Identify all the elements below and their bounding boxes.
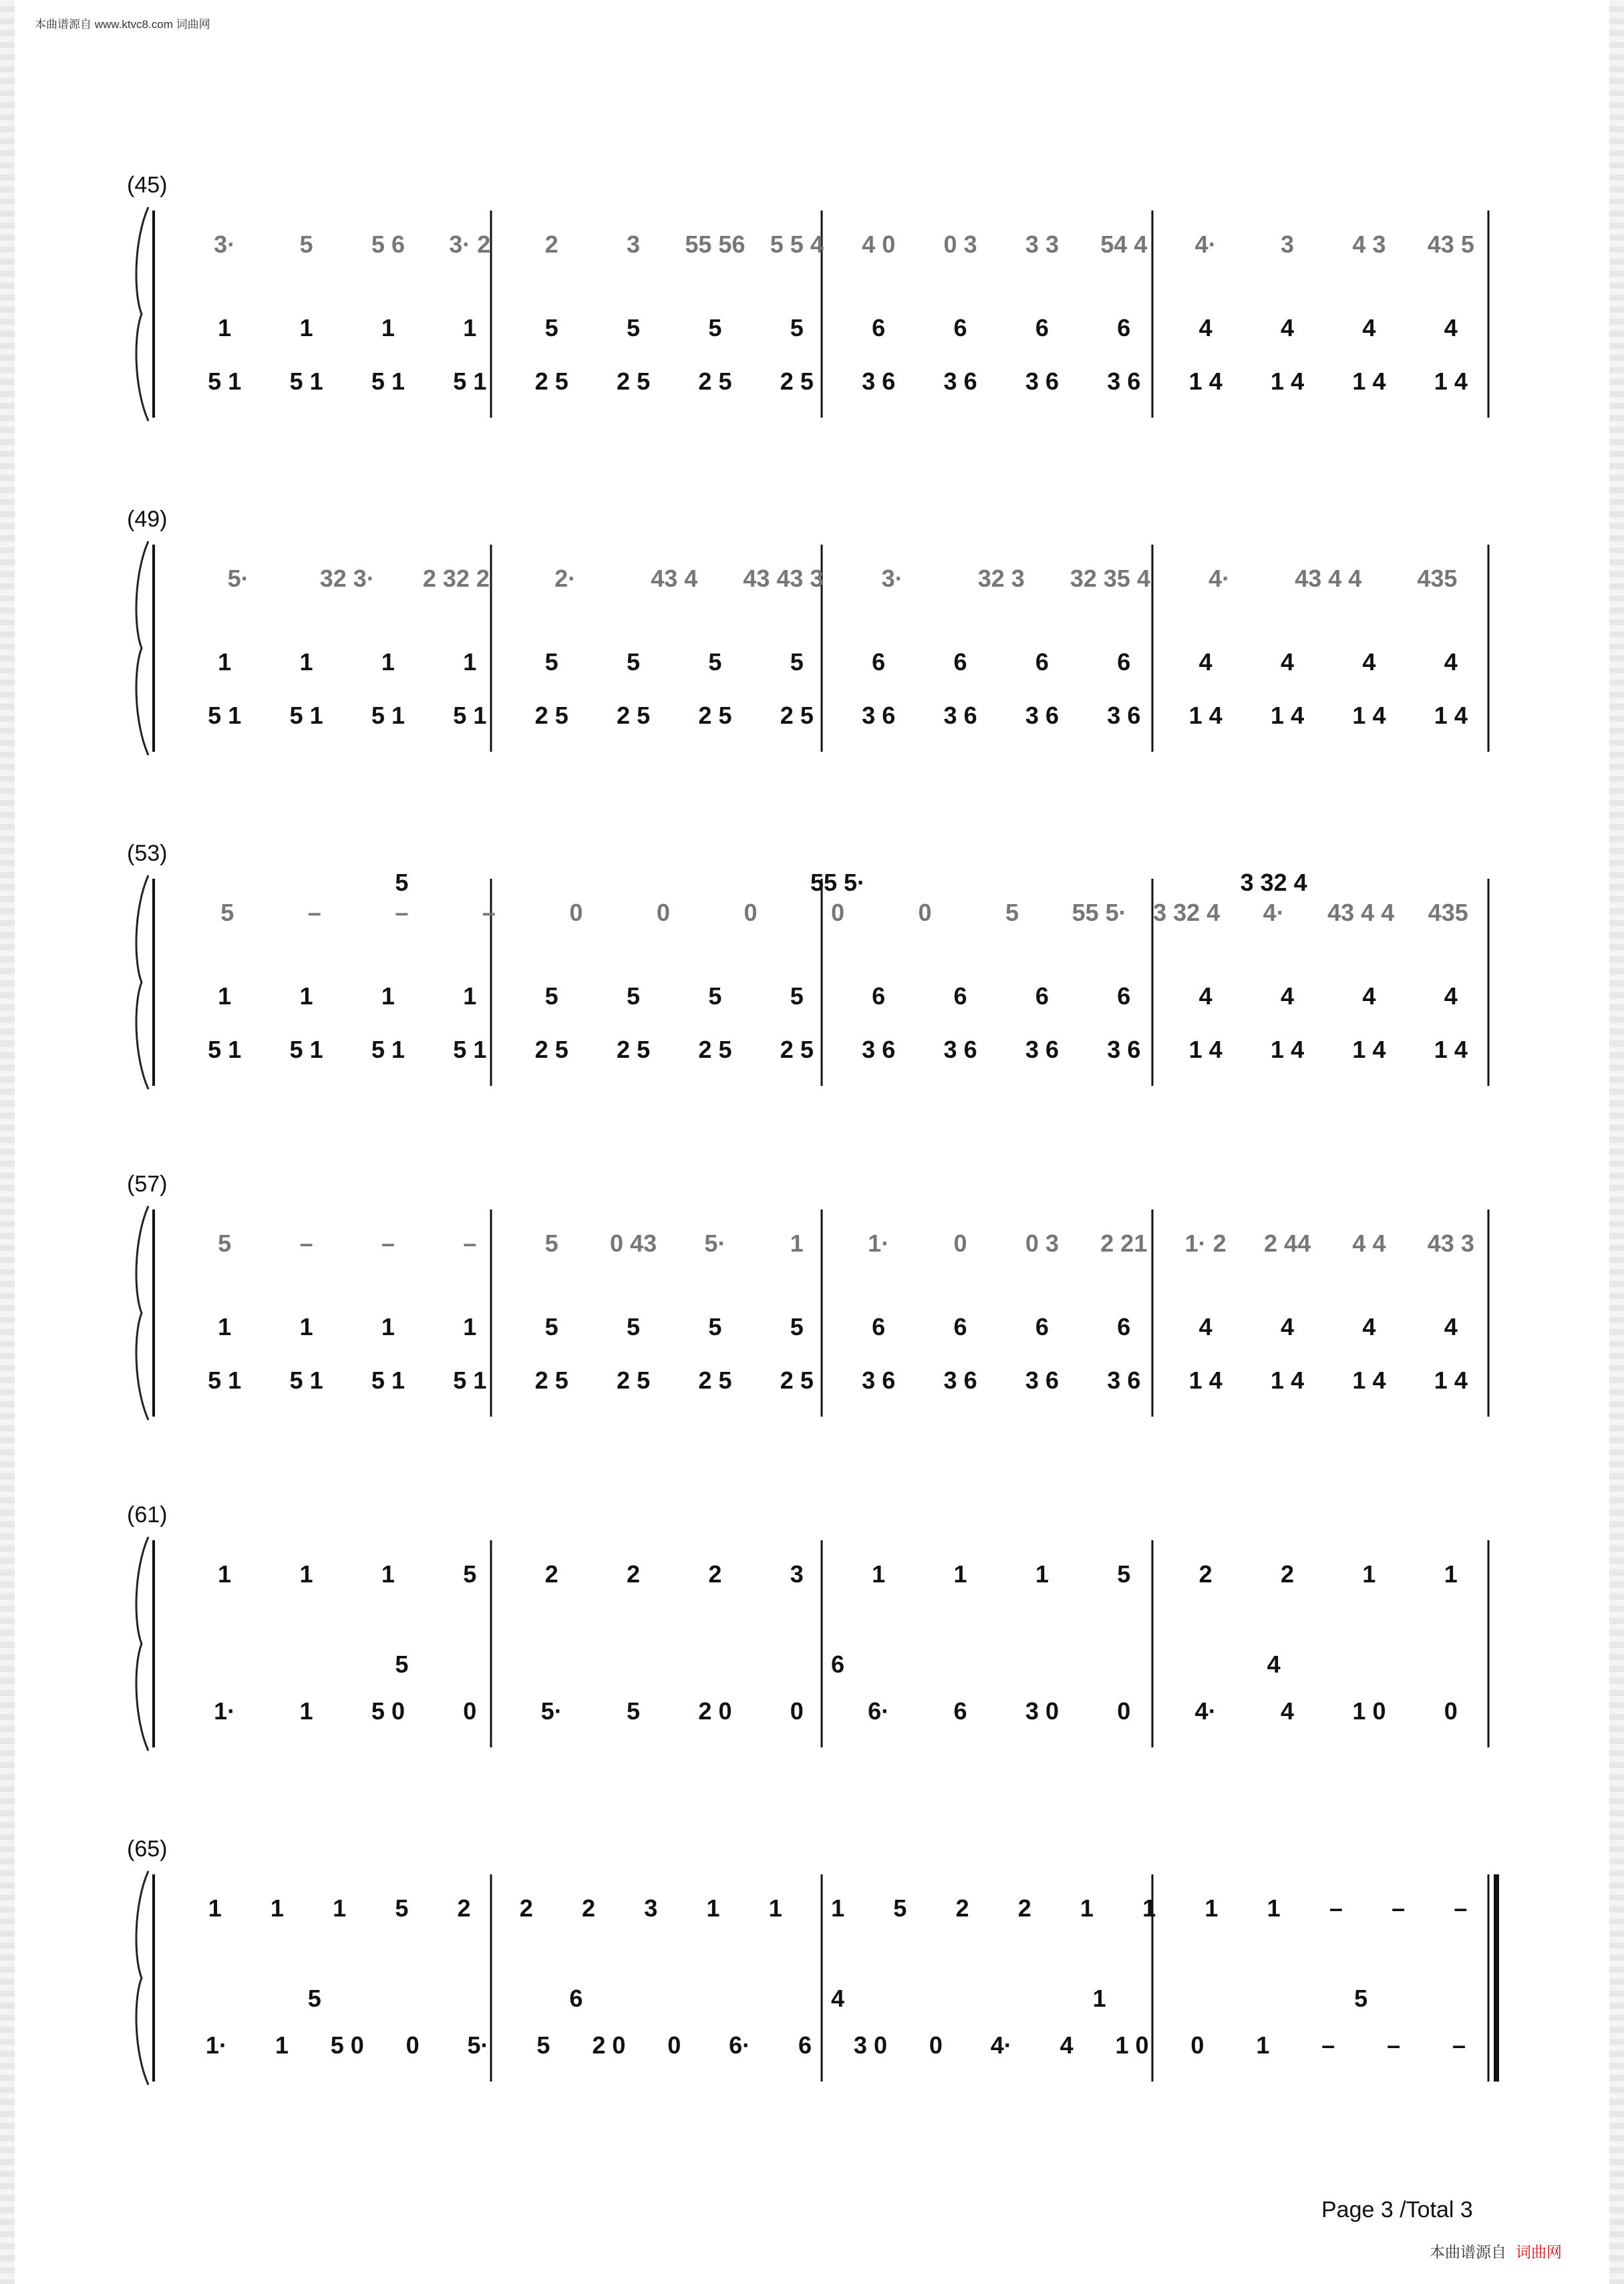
bass-upper-note: 5 [627,648,641,676]
bass-note: 1 4 [1352,1367,1386,1394]
bass-upper-note: 1 [299,982,313,1010]
bass-note: 0 [1117,1697,1131,1725]
bass-note: 5 [536,2031,550,2059]
melody-note: 4 0 [862,231,896,258]
melody-note: – [307,899,321,926]
bass-note: 5 1 [289,368,323,395]
melody-note: 4 4 [1352,1230,1386,1257]
melody-note: 5 [893,1894,907,1922]
bass-upper-note: 1 [218,1313,232,1340]
header-note: 本曲谱源自 www.ktvc8.com 词曲网 [35,18,210,31]
melody-upper-note: 5 [395,869,409,896]
bass-note: 5 1 [371,1367,405,1394]
bass-upper-note: 5 [544,982,558,1010]
bass-upper-note: 5 [708,314,722,341]
bass-note: 1 [299,1697,313,1725]
bass-note: 0 [463,1697,477,1725]
melody-note: 2 [1281,1560,1295,1588]
bass-note: 2 0 [592,2031,626,2059]
bass-note: 6 [953,1697,967,1725]
melody-note: 1 [830,1894,845,1922]
bass-note: 1 4 [1188,368,1223,395]
bass-note: 5 1 [289,702,323,729]
bass-upper-note: 6 [953,648,967,676]
bass-upper-note: 1 [218,982,232,1010]
melody-note: 1 [1267,1894,1281,1922]
bass-note: 1 4 [1271,702,1305,729]
melody-note: 43 5 [1427,231,1474,258]
bass-upper-note: 4 [1362,1313,1376,1340]
melody-note: 55 5· [1072,899,1127,926]
melody-note: 3· 2 [449,231,491,258]
melody-note: 1 [333,1894,347,1922]
melody-note: 5 [395,1894,409,1922]
bass-upper-note: 6 [1117,314,1131,341]
system-brace [136,875,148,1089]
bass-note: 6· [868,1697,890,1725]
melody-note: 5· [704,1230,726,1257]
melody-note: 2 [519,1894,533,1922]
melody-note: 1 [872,1560,886,1588]
melody-note: 1 [1444,1560,1458,1588]
measure-number: (57) [127,1171,168,1197]
bass-upper-note: 1 [299,1313,313,1340]
bass-note: 5 0 [330,2031,364,2059]
melody-note: 3 [644,1894,658,1922]
bass-note: – [1452,2031,1466,2059]
melody-note: 5 [544,1230,558,1257]
bass-note: 5 1 [208,1367,242,1394]
bass-note: 1 4 [1271,1036,1305,1063]
bass-upper-note: 6 [872,1313,886,1340]
bass-upper-note: 6 [1117,1313,1131,1340]
bass-upper-note: 5 [1354,1985,1368,2012]
bass-note: 3 0 [1025,1697,1059,1725]
bass-upper-note: 1 [218,314,232,341]
bass-note: 3 6 [862,1367,896,1394]
melody-note: 2 21 [1100,1230,1148,1257]
bass-upper-note: 5 [627,982,641,1010]
melody-note: 0 3 [1025,1230,1059,1257]
melody-note: – [299,1230,313,1257]
bass-note: 2 5 [780,1367,814,1394]
bass-upper-note: 5 [708,982,722,1010]
melody-note: 0 [656,899,670,926]
bass-note: 3 6 [1107,702,1141,729]
bass-note: 1 4 [1352,1036,1386,1063]
bass-note: 1 0 [1352,1697,1386,1725]
melody-note: 0 [744,899,758,926]
melody-note: 1· 2 [1184,1230,1227,1257]
bass-note: 2 5 [617,702,651,729]
system-lines [0,1864,1624,2105]
page-indicator: Page 3 /Total 3 [1321,2197,1473,2223]
bass-upper-note: 1 [299,648,313,676]
bass-upper-note: 5 [790,648,804,676]
bass-upper-note: 5 [790,1313,804,1340]
bass-upper-note: 4 [1444,1313,1458,1340]
melody-note: 1 [1080,1894,1094,1922]
melody-note: 4· [1194,231,1216,258]
melody-upper-note: 55 5· [810,869,866,896]
bass-upper-note: 6 [953,1313,967,1340]
melody-note: 43 43 3 [743,565,824,592]
bass-upper-note: 1 [381,1313,395,1340]
melody-note: 32 3 [977,565,1025,592]
bass-note: 3 6 [1107,368,1141,395]
bass-note: 3 6 [1107,1367,1141,1394]
measure-number: (49) [127,507,168,532]
melody-note: 5 [220,899,234,926]
footer-credit-text: 本曲谱源自 [1430,2243,1506,2261]
score-system [0,1502,1624,1824]
system-lines [0,1530,1624,1771]
melody-note: 5· [227,565,249,592]
bass-note: 5 1 [453,368,487,395]
bass-note: 0 [1190,2031,1204,2059]
bass-note: 3 6 [1107,1036,1141,1063]
system-brace [136,541,148,755]
melody-note: 2 [544,1560,558,1588]
bass-note: 1 4 [1188,702,1223,729]
bass-note: 0 [929,2031,943,2059]
bass-upper-note: 5 [307,1985,321,2012]
melody-note: 1 [790,1230,804,1257]
bass-note: 5 [627,1697,641,1725]
melody-note: 2 32 2 [422,565,490,592]
bass-upper-note: 4 [1362,648,1376,676]
score-system [0,1171,1624,1493]
melody-note: 1 [768,1894,782,1922]
melody-note: – [482,899,496,926]
bass-note: 5 1 [371,1036,405,1063]
melody-note: 2 [582,1894,596,1922]
bass-note: – [1387,2031,1401,2059]
melody-note: 4 3 [1352,231,1386,258]
melody-note: – [1454,1894,1468,1922]
bass-note: 3 6 [862,368,896,395]
bass-note: 1 4 [1352,702,1386,729]
melody-note: – [1392,1894,1406,1922]
melody-note: 0 [569,899,583,926]
bass-note: 6 [798,2031,812,2059]
bass-note: 2 5 [534,1036,569,1063]
bass-note: 2 5 [617,368,651,395]
melody-note: 1 [1142,1894,1156,1922]
bass-upper-note: 4 [1281,982,1295,1010]
melody-note: 3 [1281,231,1295,258]
melody-note: 1· [868,1230,890,1257]
bass-upper-note: 6 [953,982,967,1010]
melody-note: 4· [1263,899,1285,926]
bass-upper-note: 5 [395,1651,409,1678]
bass-note: 2 5 [534,368,569,395]
bass-upper-note: 4 [1281,648,1295,676]
bass-note: 5 1 [453,702,487,729]
melody-note: 1 [706,1894,720,1922]
system-brace [136,1206,148,1420]
bass-note: 4 [1060,2031,1074,2059]
bass-note: 2 5 [780,1036,814,1063]
bass-note: 5 1 [453,1036,487,1063]
measure-number: (45) [127,172,168,198]
melody-note: 435 [1417,565,1458,592]
melody-note: 5 5 4 [770,231,824,258]
bass-upper-note: 4 [1281,314,1295,341]
melody-note: 0 [953,1230,967,1257]
melody-note: 3 3 [1025,231,1059,258]
bass-upper-note: 5 [790,982,804,1010]
bass-upper-note: 4 [1198,314,1212,341]
bass-upper-note: 6 [569,1985,583,2012]
bass-upper-note: 6 [872,314,886,341]
bass-upper-note: 1 [463,1313,477,1340]
melody-note: 1 [1035,1560,1049,1588]
bass-upper-note: 5 [544,648,558,676]
bass-note: 1 4 [1434,1367,1468,1394]
bass-upper-note: 4 [1198,648,1212,676]
bass-note: 3 6 [943,702,977,729]
bass-note: 0 [405,2031,420,2059]
bass-note: 5 1 [453,1367,487,1394]
bass-note: 2 5 [780,368,814,395]
bass-note: 3 6 [862,1036,896,1063]
bass-note: 1 4 [1271,1367,1305,1394]
bass-note: 6· [729,2031,751,2059]
system-brace [136,1537,148,1751]
melody-note: 0 [918,899,932,926]
bass-note: 3 6 [1025,702,1059,729]
bass-upper-note: 6 [1117,648,1131,676]
footer-credit [1430,2240,1562,2262]
melody-note: – [381,1230,395,1257]
bass-note: 1 4 [1434,1036,1468,1063]
melody-note: 5 [1005,899,1019,926]
bass-upper-note: 4 [830,1985,845,2012]
bass-note: 3 6 [943,368,977,395]
melody-note: 2 [1198,1560,1212,1588]
bass-note: 1 4 [1352,368,1386,395]
melody-note: 1 [270,1894,284,1922]
bass-note: 1· [214,1697,236,1725]
score-system [0,841,1624,1163]
bass-note: 3 0 [853,2031,887,2059]
melody-note: 1 [381,1560,395,1588]
melody-note: 5 [1117,1560,1131,1588]
bass-note: 1 4 [1188,1367,1223,1394]
bass-upper-note: 5 [627,1313,641,1340]
bass-note: 2 5 [534,1367,569,1394]
system-brace [136,207,148,421]
bass-note: 5 1 [208,702,242,729]
bass-note: 2 5 [780,702,814,729]
bass-note: 3 6 [862,702,896,729]
melody-note: 2 [955,1894,969,1922]
bass-upper-note: 6 [1035,648,1049,676]
melody-note: 2 [708,1560,722,1588]
bass-note: 5 0 [371,1697,405,1725]
melody-note: 2 [457,1894,471,1922]
bass-note: 5 1 [289,1036,323,1063]
melody-note: 3· [214,231,236,258]
bass-note: 2 0 [698,1697,732,1725]
bass-note: – [1321,2031,1335,2059]
bass-note: 3 6 [1025,368,1059,395]
melody-note: 2 44 [1264,1230,1311,1257]
melody-note: 5 [463,1560,477,1588]
melody-note: 1 [953,1560,967,1588]
bass-note: 5· [467,2031,489,2059]
bass-note: 1· [205,2031,227,2059]
melody-note: 43 3 [1427,1230,1474,1257]
bass-upper-note: 6 [1117,982,1131,1010]
bass-upper-note: 1 [218,648,232,676]
system-brace [136,1871,148,2085]
bass-note: 5 1 [289,1367,323,1394]
melody-note: 54 4 [1100,231,1148,258]
melody-note: 3· [881,565,903,592]
score-system [0,507,1624,829]
bass-upper-note: 5 [544,314,558,341]
bass-upper-note: 1 [463,982,477,1010]
bass-note: 0 [790,1697,804,1725]
bass-note: 2 5 [698,1367,732,1394]
bass-note: 2 5 [534,702,569,729]
melody-note: 435 [1428,899,1468,926]
bass-note: 5 1 [208,1036,242,1063]
bass-upper-note: 4 [1198,1313,1212,1340]
melody-note: 0 3 [943,231,977,258]
melody-note: 4· [1208,565,1231,592]
melody-note: 32 35 4 [1070,565,1150,592]
bass-note: 5 1 [371,702,405,729]
bass-upper-note: 5 [544,1313,558,1340]
bass-upper-note: 4 [1444,648,1458,676]
bass-note: 5 1 [208,368,242,395]
melody-note: 5 [218,1230,232,1257]
melody-note: 3 [627,231,641,258]
bass-note: 2 5 [698,368,732,395]
melody-upper-note: 3 32 4 [1240,869,1307,896]
score-system [0,1836,1624,2158]
melody-note: 43 4 4 [1327,899,1395,926]
bass-upper-note: 4 [1198,982,1212,1010]
melody-note: 5 [299,231,313,258]
measure-number: (53) [127,841,168,866]
bass-upper-note: 1 [299,314,313,341]
bass-upper-note: 4 [1444,314,1458,341]
bass-upper-note: 4 [1444,982,1458,1010]
bass-upper-note: 1 [463,314,477,341]
bass-upper-note: 1 [463,648,477,676]
melody-note: 2 [544,231,558,258]
bass-note: 2 5 [698,702,732,729]
melody-note: 3 [790,1560,804,1588]
bass-upper-note: 5 [708,1313,722,1340]
melody-note: – [395,899,409,926]
bass-upper-note: 5 [627,314,641,341]
bass-note: 1 4 [1434,702,1468,729]
melody-note: 1 [208,1894,222,1922]
melody-note: 1 [1362,1560,1376,1588]
bass-note: 4 [1281,1697,1295,1725]
measure-number: (65) [127,1836,168,1862]
melody-note: 32 3· [319,565,375,592]
melody-note: – [1329,1894,1343,1922]
bass-note: 3 6 [943,1367,977,1394]
melody-note: 43 4 4 [1295,565,1362,592]
bass-note: 0 [1444,1697,1458,1725]
bass-note: 3 6 [943,1036,977,1063]
bass-upper-note: 5 [708,648,722,676]
bass-upper-note: 1 [381,314,395,341]
bass-note: 1 [1256,2031,1270,2059]
bass-note: 1 0 [1115,2031,1149,2059]
bass-upper-note: 6 [830,1651,845,1678]
bass-note: 2 5 [698,1036,732,1063]
bass-upper-note: 6 [1035,1313,1049,1340]
melody-note: 2 [627,1560,641,1588]
bass-note: 4· [990,2031,1012,2059]
bass-note: 0 [667,2031,681,2059]
bass-upper-note: 4 [1267,1651,1281,1678]
bass-upper-note: 6 [872,982,886,1010]
bass-upper-note: 4 [1281,1313,1295,1340]
bass-upper-note: 1 [1092,1985,1106,2012]
melody-note: 55 56 [685,231,746,258]
bass-upper-note: 5 [790,314,804,341]
score-system [0,172,1624,494]
melody-note: 5 6 [371,231,405,258]
bass-note: 4· [1194,1697,1216,1725]
melody-note: – [463,1230,477,1257]
melody-note: 1 [299,1560,313,1588]
bass-note: 2 5 [617,1036,651,1063]
melody-note: 0 43 [610,1230,657,1257]
bass-upper-note: 1 [381,982,395,1010]
melody-note: 0 [830,899,845,926]
bass-note: 1 4 [1434,368,1468,395]
bass-upper-note: 6 [872,648,886,676]
bass-upper-note: 4 [1362,982,1376,1010]
bass-note: 5 1 [371,368,405,395]
melody-note: 3 32 4 [1153,899,1221,926]
melody-note: 43 4 [651,565,698,592]
footer-site-name: 词曲网 [1516,2243,1562,2261]
melody-note: 1 [1204,1894,1219,1922]
melody-note: 2 [1017,1894,1031,1922]
bass-upper-note: 6 [953,314,967,341]
bass-note: 1 4 [1188,1036,1223,1063]
bass-note: 2 5 [617,1367,651,1394]
bass-note: 1 [275,2031,289,2059]
bass-upper-note: 6 [1035,982,1049,1010]
melody-note: 2· [554,565,577,592]
melody-note: 1 [218,1560,232,1588]
bass-upper-note: 4 [1362,314,1376,341]
bass-upper-note: 6 [1035,314,1049,341]
bass-note: 5· [540,1697,562,1725]
bass-upper-note: 1 [381,648,395,676]
bass-note: 3 6 [1025,1367,1059,1394]
bass-note: 1 4 [1271,368,1305,395]
measure-number: (61) [127,1502,168,1528]
bass-note: 3 6 [1025,1036,1059,1063]
